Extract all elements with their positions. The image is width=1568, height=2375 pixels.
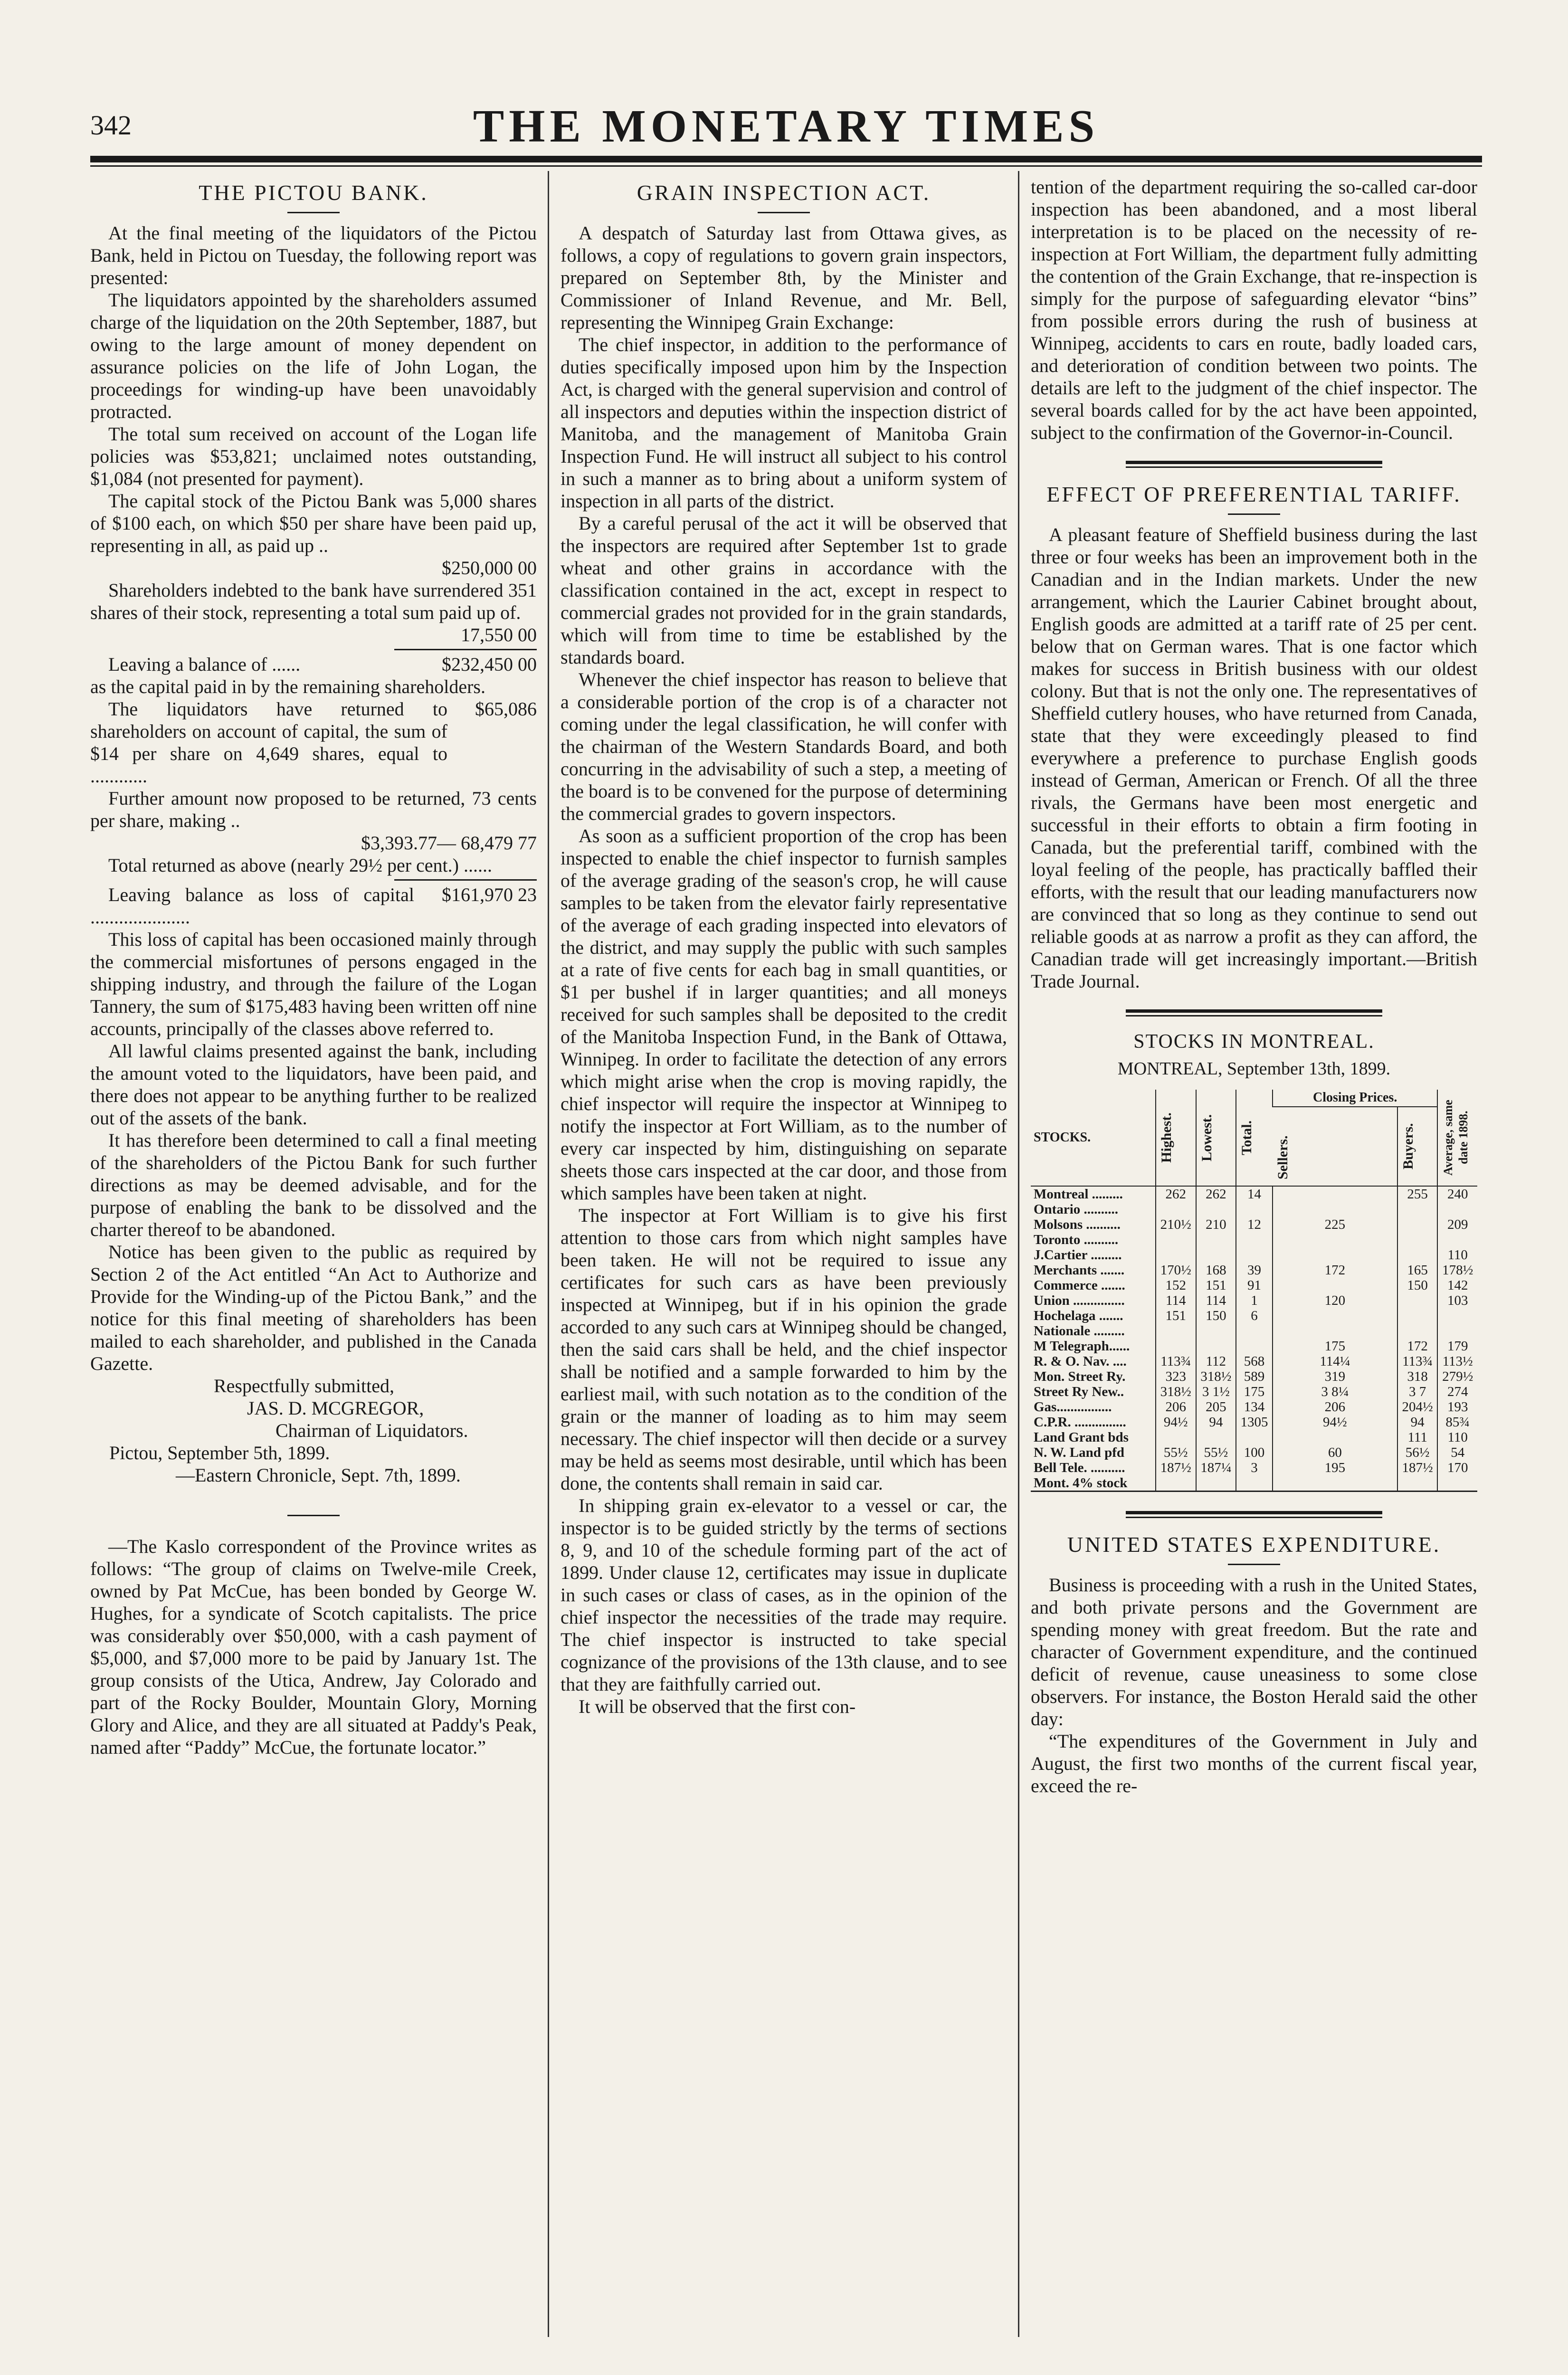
stock-value-cell: [1273, 1308, 1397, 1323]
stock-value-cell: [1397, 1232, 1438, 1247]
stock-value-cell: 187¼: [1196, 1460, 1236, 1475]
stock-value-cell: 240: [1437, 1186, 1477, 1202]
stock-value-cell: 187½: [1156, 1460, 1196, 1475]
stock-value-cell: [1196, 1232, 1236, 1247]
title-rule: [1228, 1564, 1280, 1565]
stock-value-cell: [1273, 1475, 1397, 1492]
stock-value-cell: [1397, 1247, 1438, 1263]
stock-value-cell: 14: [1236, 1186, 1273, 1202]
stock-value-cell: [1273, 1202, 1397, 1217]
stock-value-cell: 114: [1196, 1293, 1236, 1308]
stock-value-cell: 172: [1273, 1263, 1397, 1278]
paragraph: Business is proceeding with a rush in the United States, and both private persons and the Government are spending money with great freedom. But the rate and character of Government expenditure, and the continued deficit of revenue, cause uneasiness to some close observers. For instance, the Boston Herald said the other day:: [1031, 1574, 1477, 1729]
column-2: [561, 176, 1007, 1718]
stock-value-cell: [1397, 1323, 1438, 1339]
stock-value-cell: 111: [1397, 1430, 1438, 1445]
stock-value-cell: 55½: [1196, 1445, 1236, 1460]
stock-value-cell: 110: [1437, 1430, 1477, 1445]
table-row: [1031, 1263, 1477, 1278]
source-line: —Eastern Chronicle, Sept. 7th, 1899.: [176, 1464, 461, 1486]
stock-name-cell: Mont. 4% stock: [1034, 1475, 1128, 1491]
pictou-bank-title: THE PICTOU BANK.: [199, 180, 428, 205]
column-divider-1: [548, 171, 549, 2337]
stock-name-cell: R. & O. Nav. ....: [1034, 1354, 1127, 1369]
paragraph: The total sum received on account of the Logan life policies was $53,821; unclaimed notes outstanding, $1,084 (not presented for payment).: [90, 423, 537, 489]
signature-title: Chairman of Liquidators.: [276, 1420, 468, 1441]
stocks-header: STOCKS.: [1031, 1090, 1156, 1186]
stock-value-cell: 318: [1397, 1369, 1438, 1384]
stock-value-cell: [1273, 1323, 1397, 1339]
sum-rule: [394, 879, 537, 881]
table-row: [1031, 1186, 1477, 1202]
table-row: [1031, 1460, 1477, 1475]
stock-value-cell: [1236, 1323, 1273, 1339]
account-amount: $250,000 00: [442, 557, 537, 579]
paragraph: as the capital paid in by the remaining shareholders.: [90, 676, 485, 697]
table-row: [1031, 1354, 1477, 1369]
stock-value-cell: 94½: [1273, 1415, 1397, 1430]
stock-name-cell: Union ...............: [1034, 1293, 1125, 1308]
account-amount: $161,970 23: [442, 884, 537, 905]
stock-value-cell: 206: [1273, 1399, 1397, 1415]
stock-value-cell: [1273, 1232, 1397, 1247]
stock-value-cell: [1437, 1323, 1477, 1339]
stock-value-cell: 3: [1236, 1460, 1273, 1475]
paragraph: As soon as a sufficient proportion of the crop has been inspected to enable the chief inspector to furnish samples of the average grading of the season's crop, he will cause samples to be taken from the elevator fairly representative of the average of each grading inspected into elevators of the district, and may supply the public with such samples at a rate of five cents for each bag in small quantities, or $1 per bushel if in larger quantities; and all moneys received for such samples shall be deposited to the credit of the Manitoba Inspection Fund, in the Bank of Ottawa, Winnipeg. In order to facilitate the detection of any errors which might arise when the crop is moving rapidly, the chief inspector will require the inspector at Winnipeg to notify the inspector at Fort William, as to the number of every car inspected by him, distinguishing on separate sheets those cars inspected at the car door, and those from which samples have been taken at night.: [561, 825, 1007, 1204]
stock-value-cell: 225: [1273, 1217, 1397, 1232]
closing-prices-header: Closing Prices.: [1273, 1090, 1438, 1107]
grain-inspection-title: GRAIN INSPECTION ACT.: [637, 180, 931, 205]
sum-rule: [394, 649, 537, 650]
table-row: [1031, 1293, 1477, 1308]
stock-name-cell: Montreal .........: [1034, 1187, 1123, 1202]
stock-value-cell: [1273, 1278, 1397, 1293]
stock-value-cell: 103: [1437, 1293, 1477, 1308]
stock-value-cell: [1196, 1323, 1236, 1339]
stock-value-cell: 94: [1196, 1415, 1236, 1430]
stock-value-cell: [1196, 1475, 1236, 1492]
stock-value-cell: [1236, 1430, 1273, 1445]
paragraph: It has therefore been determined to call a final meeting of the shareholders of the Pictou Bank for such further directions as may be deemed advisable, and for the purpose of enabling the bank to be dissolved and the charter thereof to be abandoned.: [90, 1130, 537, 1240]
stock-value-cell: 1: [1236, 1293, 1273, 1308]
lowest-header: [1196, 1090, 1236, 1186]
stock-value-cell: [1273, 1186, 1397, 1202]
paragraph: A pleasant feature of Sheffield business during the last three or four weeks has been an improvement both in the Canadian and in the Indian markets. Under the new arrangement, which the Laurier Cabinet brought about, English goods are admitted at a tariff rate of 25 per cent. below that on German wares. That is one factor which makes for success in British business with our oldest colony. But that is not the only one. The representatives of Sheffield cutlery houses, who have returned from Canada, state that they were exceedingly pleased to find everywhere a preference to purchase English goods instead of German, American or French. Of all the three rivals, the Germans have been most energetic and successful in their efforts to obtain a firm footing in Canada, but the preferential tariff, combined with the loyal feeling of the people, has practically baffled their efforts, with the result that our leading manufacturers now are convinced that so long as they continue to send out reliable goods at as narrow a profit as they can afford, the Canadian trade will get increasingly important.—British Trade Journal.: [1031, 524, 1477, 992]
stock-name-cell: Merchants .......: [1034, 1263, 1125, 1278]
table-row: [1031, 1308, 1477, 1323]
paragraph: Whenever the chief inspector has reason to believe that a considerable portion of the crop is of a character not coming under the legal classification, he will confer with the chairman of the Western Standards Board, and both concurring in the advisability of such a step, a meeting of the board is to be convened for the purpose of determining the commercial grades to govern inspectors.: [561, 669, 1007, 824]
stock-value-cell: [1236, 1475, 1273, 1492]
stock-value-cell: 209: [1437, 1217, 1477, 1232]
tariff-title: EFFECT OF PREFERENTIAL TARIFF.: [1046, 482, 1462, 506]
stock-value-cell: [1156, 1430, 1196, 1445]
header-rule-thick: [90, 156, 1482, 162]
stock-value-cell: 274: [1437, 1384, 1477, 1399]
account-text: The capital stock of the Pictou Bank was 5,000 shares of $100 each, on which $50 per share have been paid up, representing in all, as paid up ..: [90, 490, 537, 556]
buyers-label: Buyers.: [1400, 1123, 1416, 1170]
stock-value-cell: 205: [1196, 1399, 1236, 1415]
stock-value-cell: 150: [1196, 1308, 1236, 1323]
stock-value-cell: 262: [1156, 1186, 1196, 1202]
stock-name-cell: Molsons ..........: [1034, 1217, 1121, 1232]
account-line: [90, 490, 537, 557]
account-text: The liquidators have returned to shareholders on account of capital, the sum of $14 per share on 4,649 shares, equal to ............: [90, 698, 447, 787]
stock-value-cell: [1397, 1217, 1438, 1232]
title-rule: [758, 212, 810, 213]
stock-value-cell: 210: [1196, 1217, 1236, 1232]
column-3: [1031, 176, 1477, 1797]
signature-line: Respectfully submitted,: [214, 1375, 394, 1396]
stock-value-cell: [1236, 1232, 1273, 1247]
paragraph: In shipping grain ex-elevator to a vessel or car, the inspector is to be guided strictly by the terms of sections 8, 9, and 10 of the schedule forming part of the act of 1899. Under clause 12, certificates may issue in duplicate in such cases or class of cases, as in the opinion of the chief inspector the necessities of the trade may require. The chief inspector is instructed to take special cognizance of the provisions of the 13th clause, and to see that they are faithfully carried out.: [561, 1495, 1007, 1695]
stock-value-cell: 168: [1196, 1263, 1236, 1278]
stock-value-cell: 150: [1397, 1278, 1438, 1293]
section-double-rule: [1126, 461, 1382, 468]
stock-value-cell: [1156, 1247, 1196, 1263]
header-rule-thin: [90, 165, 1482, 167]
account-line: Total returned as above (nearly 29½ per cent.) ......: [108, 855, 492, 876]
table-row: [1031, 1445, 1477, 1460]
stocks-table-body: [1031, 1186, 1477, 1492]
stocks-table: [1031, 1090, 1477, 1492]
average-label: Average, same date 1898.: [1441, 1100, 1471, 1176]
kaslo-paragraph: —The Kaslo correspondent of the Province writes as follows: “The group of claims on Twelve-mile Creek, owned by Pat McCue, has been bonded by George W. Hughes, for a syndicate of Scotch capitalists. The price was considerably over $50,000, with a cash payment of $5,000, and $7,000 more to be paid by January 1st. The group consists of the Utica, Andrew, Jay Colorado and part of the Rocky Boulder, Mountain Glory, Morning Glory and Alice, and they are all situated at Paddy's Peak, named after “Paddy” McCue, the fortunate locator.”: [90, 1536, 537, 1758]
stock-value-cell: [1437, 1475, 1477, 1492]
stock-value-cell: 60: [1273, 1445, 1397, 1460]
signature-name: JAS. D. MCGREGOR,: [247, 1397, 424, 1419]
paragraph: Notice has been given to the public as required by Section 2 of the Act entitled “An Act to Authorize and Provide for the Winding-up of the Pictou Bank,” and the notice for this final meeting of shareholders has been mailed to each shareholder, and published in the Canada Gazette.: [90, 1241, 537, 1374]
stock-value-cell: 319: [1273, 1369, 1397, 1384]
stock-name-cell: Toronto ..........: [1034, 1232, 1119, 1247]
account-line: Shareholders indebted to the bank have surrendered 351 shares of their stock, representing a total sum paid up of.: [90, 580, 537, 623]
stock-value-cell: [1437, 1308, 1477, 1323]
stock-value-cell: 3 8¼: [1273, 1384, 1397, 1399]
stock-value-cell: 112: [1196, 1354, 1236, 1369]
total-header: [1236, 1090, 1273, 1186]
stock-value-cell: [1236, 1202, 1273, 1217]
paragraph: The liquidators appointed by the shareholders assumed charge of the liquidation on the 20th September, 1887, but owing to the large amount of money dependent on assurance policies on the life of John Logan, the proceedings for winding-up have been unavoidably protracted.: [90, 289, 537, 422]
paragraph: A despatch of Saturday last from Ottawa gives, as follows, a copy of regulations to govern grain inspectors, prepared on September 8th, by the Minister and Commissioner of Inland Revenue, and Mr. Bell, representing the Winnipeg Grain Exchange:: [561, 222, 1007, 333]
stock-value-cell: 210½: [1156, 1217, 1196, 1232]
table-row: [1031, 1217, 1477, 1232]
table-row: [1031, 1339, 1477, 1354]
column-1: [90, 176, 537, 1758]
stock-value-cell: 54: [1437, 1445, 1477, 1460]
table-row: [1031, 1415, 1477, 1430]
stock-value-cell: 151: [1156, 1308, 1196, 1323]
stock-value-cell: 193: [1437, 1399, 1477, 1415]
stock-value-cell: [1437, 1232, 1477, 1247]
stock-value-cell: [1397, 1293, 1438, 1308]
stock-value-cell: 56½: [1397, 1445, 1438, 1460]
stock-name-cell: Bell Tele. ..........: [1034, 1460, 1125, 1475]
stock-value-cell: [1156, 1232, 1196, 1247]
table-row: [1031, 1278, 1477, 1293]
stock-value-cell: 195: [1273, 1460, 1397, 1475]
stock-value-cell: 94: [1397, 1415, 1438, 1430]
stock-name-cell: J.Cartier .........: [1034, 1247, 1122, 1263]
stocks-date: MONTREAL, September 13th, 1899.: [1117, 1059, 1391, 1079]
stock-value-cell: [1196, 1339, 1236, 1354]
column-divider-2: [1018, 171, 1019, 2337]
sellers-header: [1273, 1107, 1397, 1186]
stock-value-cell: 279½: [1437, 1369, 1477, 1384]
stock-value-cell: 85¾: [1437, 1415, 1477, 1430]
table-row: [1031, 1369, 1477, 1384]
highest-label: Highest.: [1159, 1112, 1174, 1163]
stock-value-cell: 6: [1236, 1308, 1273, 1323]
stock-value-cell: [1156, 1339, 1196, 1354]
stock-value-cell: 175: [1273, 1339, 1397, 1354]
account-line: [90, 698, 537, 787]
paragraph: tention of the department requiring the so-called car-door inspection has been abandoned, and a most liberal interpretation is to be placed on the necessity of re-inspection at Fort William, the department fully admitting the contention of the Grain Exchange, that re-inspection is simply for the purpose of safeguarding elevator “bins” from possible errors during the rush of business at Winnipeg, accidents to cars en route, badly loaded cars, and deterioration of condition between two points. The details are left to the judgment of the chief inspector. The several boards called for by the act have been appointed, subject to the confirmation of the Governor-in-Council.: [1031, 176, 1477, 443]
stock-value-cell: [1236, 1247, 1273, 1263]
stock-value-cell: 91: [1236, 1278, 1273, 1293]
stock-value-cell: 120: [1273, 1293, 1397, 1308]
stock-value-cell: 165: [1397, 1263, 1438, 1278]
stock-value-cell: 178½: [1437, 1263, 1477, 1278]
stock-name-cell: Hochelaga .......: [1034, 1308, 1123, 1323]
stock-value-cell: 12: [1236, 1217, 1273, 1232]
account-line: [90, 653, 537, 675]
table-row: [1031, 1399, 1477, 1415]
us-expenditure-title: UNITED STATES EXPENDITURE.: [1067, 1532, 1441, 1557]
section-double-rule: [1126, 1009, 1382, 1016]
stock-value-cell: 110: [1437, 1247, 1477, 1263]
stock-name-cell: Street Ry New..: [1034, 1384, 1124, 1399]
account-line: [90, 884, 537, 928]
paragraph: This loss of capital has been occasioned mainly through the commercial misfortunes of persons engaged in the shipping industry, and through the failure of the Logan Tannery, the sum of $175,483 having been written off nine accounts, principally of the classes above referred to.: [90, 929, 537, 1039]
account-line: Further amount now proposed to be returned, 73 cents per share, making ..: [90, 788, 537, 831]
title-rule: [287, 212, 340, 213]
table-row: [1031, 1323, 1477, 1339]
stock-value-cell: 3 7: [1397, 1384, 1438, 1399]
stock-value-cell: 170½: [1156, 1263, 1196, 1278]
stock-value-cell: [1196, 1430, 1236, 1445]
stock-value-cell: 255: [1397, 1186, 1438, 1202]
stock-value-cell: [1156, 1475, 1196, 1492]
signature-date: Pictou, September 5th, 1899.: [109, 1442, 330, 1463]
table-row: [1031, 1247, 1477, 1263]
paragraph: By a careful perusal of the act it will be observed that the inspectors are required after September 1st to grade wheat and other grains in accordance with the classification contained in the act, except in respect to commercial grades not provided for in the grain standards, which will from time to time be established by the standards board.: [561, 513, 1007, 668]
stock-value-cell: [1156, 1323, 1196, 1339]
stock-value-cell: 318½: [1156, 1384, 1196, 1399]
stock-name-cell: C.P.R. ...............: [1034, 1415, 1126, 1430]
stock-value-cell: 39: [1236, 1263, 1273, 1278]
stock-value-cell: 113¾: [1397, 1354, 1438, 1369]
stock-name-cell: Land Grant bds: [1034, 1430, 1129, 1445]
stock-name-cell: Ontario ..........: [1034, 1202, 1119, 1217]
sellers-label: Sellers.: [1274, 1135, 1291, 1180]
highest-header: [1156, 1090, 1196, 1186]
table-row: [1031, 1232, 1477, 1247]
stock-value-cell: 175: [1236, 1384, 1273, 1399]
stock-name-cell: Gas................: [1034, 1399, 1112, 1415]
account-amount: 17,550 00: [461, 624, 537, 646]
stock-value-cell: 114¼: [1273, 1354, 1397, 1369]
account-amount: $232,450 00: [442, 654, 537, 675]
page-number: 342: [90, 110, 132, 141]
stock-value-cell: [1397, 1308, 1438, 1323]
stock-value-cell: 568: [1236, 1354, 1273, 1369]
stock-name-cell: N. W. Land pfd: [1034, 1445, 1125, 1460]
stock-value-cell: 179: [1437, 1339, 1477, 1354]
stock-value-cell: 94½: [1156, 1415, 1196, 1430]
stock-value-cell: 113½: [1437, 1354, 1477, 1369]
paragraph: At the final meeting of the liquidators of the Pictou Bank, held in Pictou on Tuesday, the following report was presented:: [90, 222, 537, 288]
stock-value-cell: 206: [1156, 1399, 1196, 1415]
stock-value-cell: 262: [1196, 1186, 1236, 1202]
stock-value-cell: 142: [1437, 1278, 1477, 1293]
stock-value-cell: 318½: [1196, 1369, 1236, 1384]
stock-value-cell: 187½: [1397, 1460, 1438, 1475]
stock-name-cell: M Telegraph......: [1034, 1339, 1130, 1354]
table-row: [1031, 1475, 1477, 1492]
total-label: Total.: [1239, 1120, 1255, 1155]
stock-value-cell: 113¾: [1156, 1354, 1196, 1369]
buyers-header: [1397, 1107, 1438, 1186]
paragraph: It will be observed that the first con-: [579, 1696, 856, 1717]
account-text: Leaving a balance of ......: [108, 654, 301, 675]
stock-value-cell: [1397, 1475, 1438, 1492]
account-text: Leaving balance as loss of capital .....................: [90, 884, 414, 928]
stock-name-cell: Commerce .......: [1034, 1278, 1125, 1293]
table-row: [1031, 1202, 1477, 1217]
table-row: [1031, 1430, 1477, 1445]
stock-value-cell: 114: [1156, 1293, 1196, 1308]
paragraph: The chief inspector, in addition to the performance of duties specifically imposed upon him by the Inspection Act, is charged with the general supervision and control of all inspectors and deputies within the inspection district of Manitoba, and the management of Manitoba Grain Inspection Fund. He will instruct all subject to his control in such a manner as to bring about a uniform system of inspection in all parts of the district.: [561, 334, 1007, 512]
stock-name-cell: Nationale .........: [1034, 1323, 1125, 1339]
paragraph: The inspector at Fort William is to give his first attention to those cars from which night samples have been taken. He will not be required to issue any certificates for such cars as have been previously inspected at Winnipeg, but if in his opinion the grade accorded to any such cars at Winnipeg should be changed, then the said cars shall be held, and the chief inspector shall be notified and a sample forwarded to him by the earliest mail, with such notation as to the condition of the grain or the manner of loading as to him may seem necessary. The chief inspector will then decide or a survey may be held as seems most desirable, until which has been done, the contents shall remain in said car.: [561, 1205, 1007, 1494]
section-rule: [287, 1515, 340, 1516]
stock-value-cell: 55½: [1156, 1445, 1196, 1460]
stocks-title: STOCKS IN MONTREAL.: [1133, 1031, 1375, 1053]
stock-value-cell: 204½: [1397, 1399, 1438, 1415]
stock-value-cell: [1196, 1202, 1236, 1217]
stock-value-cell: 589: [1236, 1369, 1273, 1384]
stock-value-cell: 100: [1236, 1445, 1273, 1460]
stock-value-cell: [1273, 1247, 1397, 1263]
stock-value-cell: 323: [1156, 1369, 1196, 1384]
lowest-label: Lowest.: [1198, 1114, 1215, 1161]
stock-value-cell: 151: [1196, 1278, 1236, 1293]
stock-value-cell: 172: [1397, 1339, 1438, 1354]
stock-value-cell: [1156, 1202, 1196, 1217]
table-row: [1031, 1384, 1477, 1399]
section-double-rule: [1126, 1511, 1382, 1518]
stock-name-cell: Mon. Street Ry.: [1034, 1369, 1126, 1384]
stock-value-cell: 1305: [1236, 1415, 1273, 1430]
stock-value-cell: 170: [1437, 1460, 1477, 1475]
stock-value-cell: 3 1½: [1196, 1384, 1236, 1399]
page-header: [90, 95, 1482, 152]
masthead-title: THE MONETARY TIMES: [473, 101, 1100, 152]
account-amount: $3,393.77— 68,479 77: [361, 832, 537, 854]
average-header: [1437, 1090, 1477, 1186]
stock-value-cell: [1397, 1202, 1438, 1217]
paragraph: “The expenditures of the Government in July and August, the first two months of the current fiscal year, exceed the re-: [1031, 1730, 1477, 1796]
account-amount: $65,086: [475, 698, 537, 720]
stock-value-cell: 134: [1236, 1399, 1273, 1415]
stock-value-cell: [1437, 1202, 1477, 1217]
stock-value-cell: 152: [1156, 1278, 1196, 1293]
stock-value-cell: [1236, 1339, 1273, 1354]
stock-value-cell: [1273, 1430, 1397, 1445]
title-rule: [1228, 513, 1280, 515]
paragraph: All lawful claims presented against the bank, including the amount voted to the liquidators, have been paid, and there does not appear to be anything further to be realized out of the assets of the bank.: [90, 1040, 537, 1129]
stock-value-cell: [1196, 1247, 1236, 1263]
